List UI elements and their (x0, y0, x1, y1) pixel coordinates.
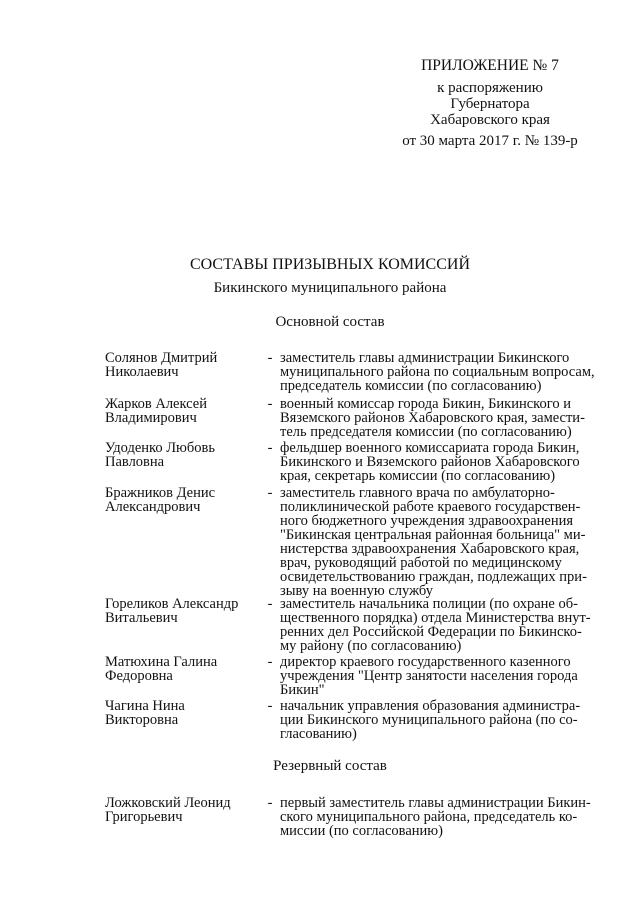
member-role: начальник управления образования администра- ции Бикинского муниципального района (по со- гласованию) (280, 698, 581, 742)
appendix-line: Губернатора (450, 96, 530, 112)
member-name: Ложковский Леонид Григорьевич (105, 795, 231, 825)
member-role: заместитель главы администрации Бикинского муниципального района по социальным вопросам, председатель комиссии (по согласованию) (280, 350, 595, 394)
member-name: Бражников Денис Александрович (105, 485, 216, 515)
member-name: Матюхина Галина Федоровна (105, 654, 218, 684)
appendix-block (380, 58, 600, 149)
member-name: Гореликов Александр Витальевич (105, 596, 239, 626)
reserve-section-heading: Резервный состав (273, 758, 387, 774)
appendix-title: ПРИЛОЖЕНИЕ № 7 (421, 57, 559, 74)
appendix-line: к распоряжению (437, 80, 543, 96)
member-dash: - (267, 654, 273, 670)
member-name: Жарков Алексей Владимирович (105, 396, 207, 426)
member-dash: - (267, 698, 273, 714)
member-role: первый заместитель главы администрации Бикин- ского муниципального района, председатель ко- миссии (по согласованию) (280, 795, 591, 839)
member-role: заместитель начальника полиции (по охране об- щественного порядка) отдела Министерства внут- ренних дел Российской Федерации по Бикинско- му району (по согласованию) (280, 596, 591, 654)
main-section-heading: Основной состав (275, 314, 385, 330)
member-dash: - (267, 485, 273, 501)
member-dash: - (267, 350, 273, 366)
member-role: военный комиссар города Бикин, Бикинского и Вяземского районов Хабаровского края, замести- тель председателя комиссии (по согласованию) (280, 396, 585, 440)
member-dash: - (267, 596, 273, 612)
member-name: Солянов Дмитрий Николаевич (105, 350, 218, 380)
member-role: фельдшер военного комиссариата города Бикин, Бикинского и Вяземского районов Хабаровского края, секретарь комиссии (по согласованию) (280, 440, 580, 484)
appendix-line: Хабаровского края (430, 112, 550, 128)
document-subtitle: Бикинского муниципального района (213, 280, 447, 296)
document-title: СОСТАВЫ ПРИЗЫВНЫХ КОМИССИЙ (189, 256, 471, 273)
member-role: директор краевого государственного казенного учреждения "Центр занятости населения города Бикин" (280, 654, 578, 698)
appendix-date: от 30 марта 2017 г. № 139-р (402, 133, 578, 149)
member-dash: - (267, 440, 273, 456)
member-dash: - (267, 396, 273, 412)
member-name: Удоденко Любовь Павловна (105, 440, 215, 470)
member-role: заместитель главного врача по амбулаторно- поликлинической работе краевого государствен- ного бюджетного учреждения здравоохранения "Бикинская центральная районная больница" ми- нистерства здравоохранения Хабаровского края, врач, руководящий работой по медицинскому освидетельствованию граждан, подлежащих при- зыву на военную службу (280, 485, 587, 599)
member-name: Чагина Нина Викторовна (105, 698, 185, 728)
member-dash: - (267, 795, 273, 811)
